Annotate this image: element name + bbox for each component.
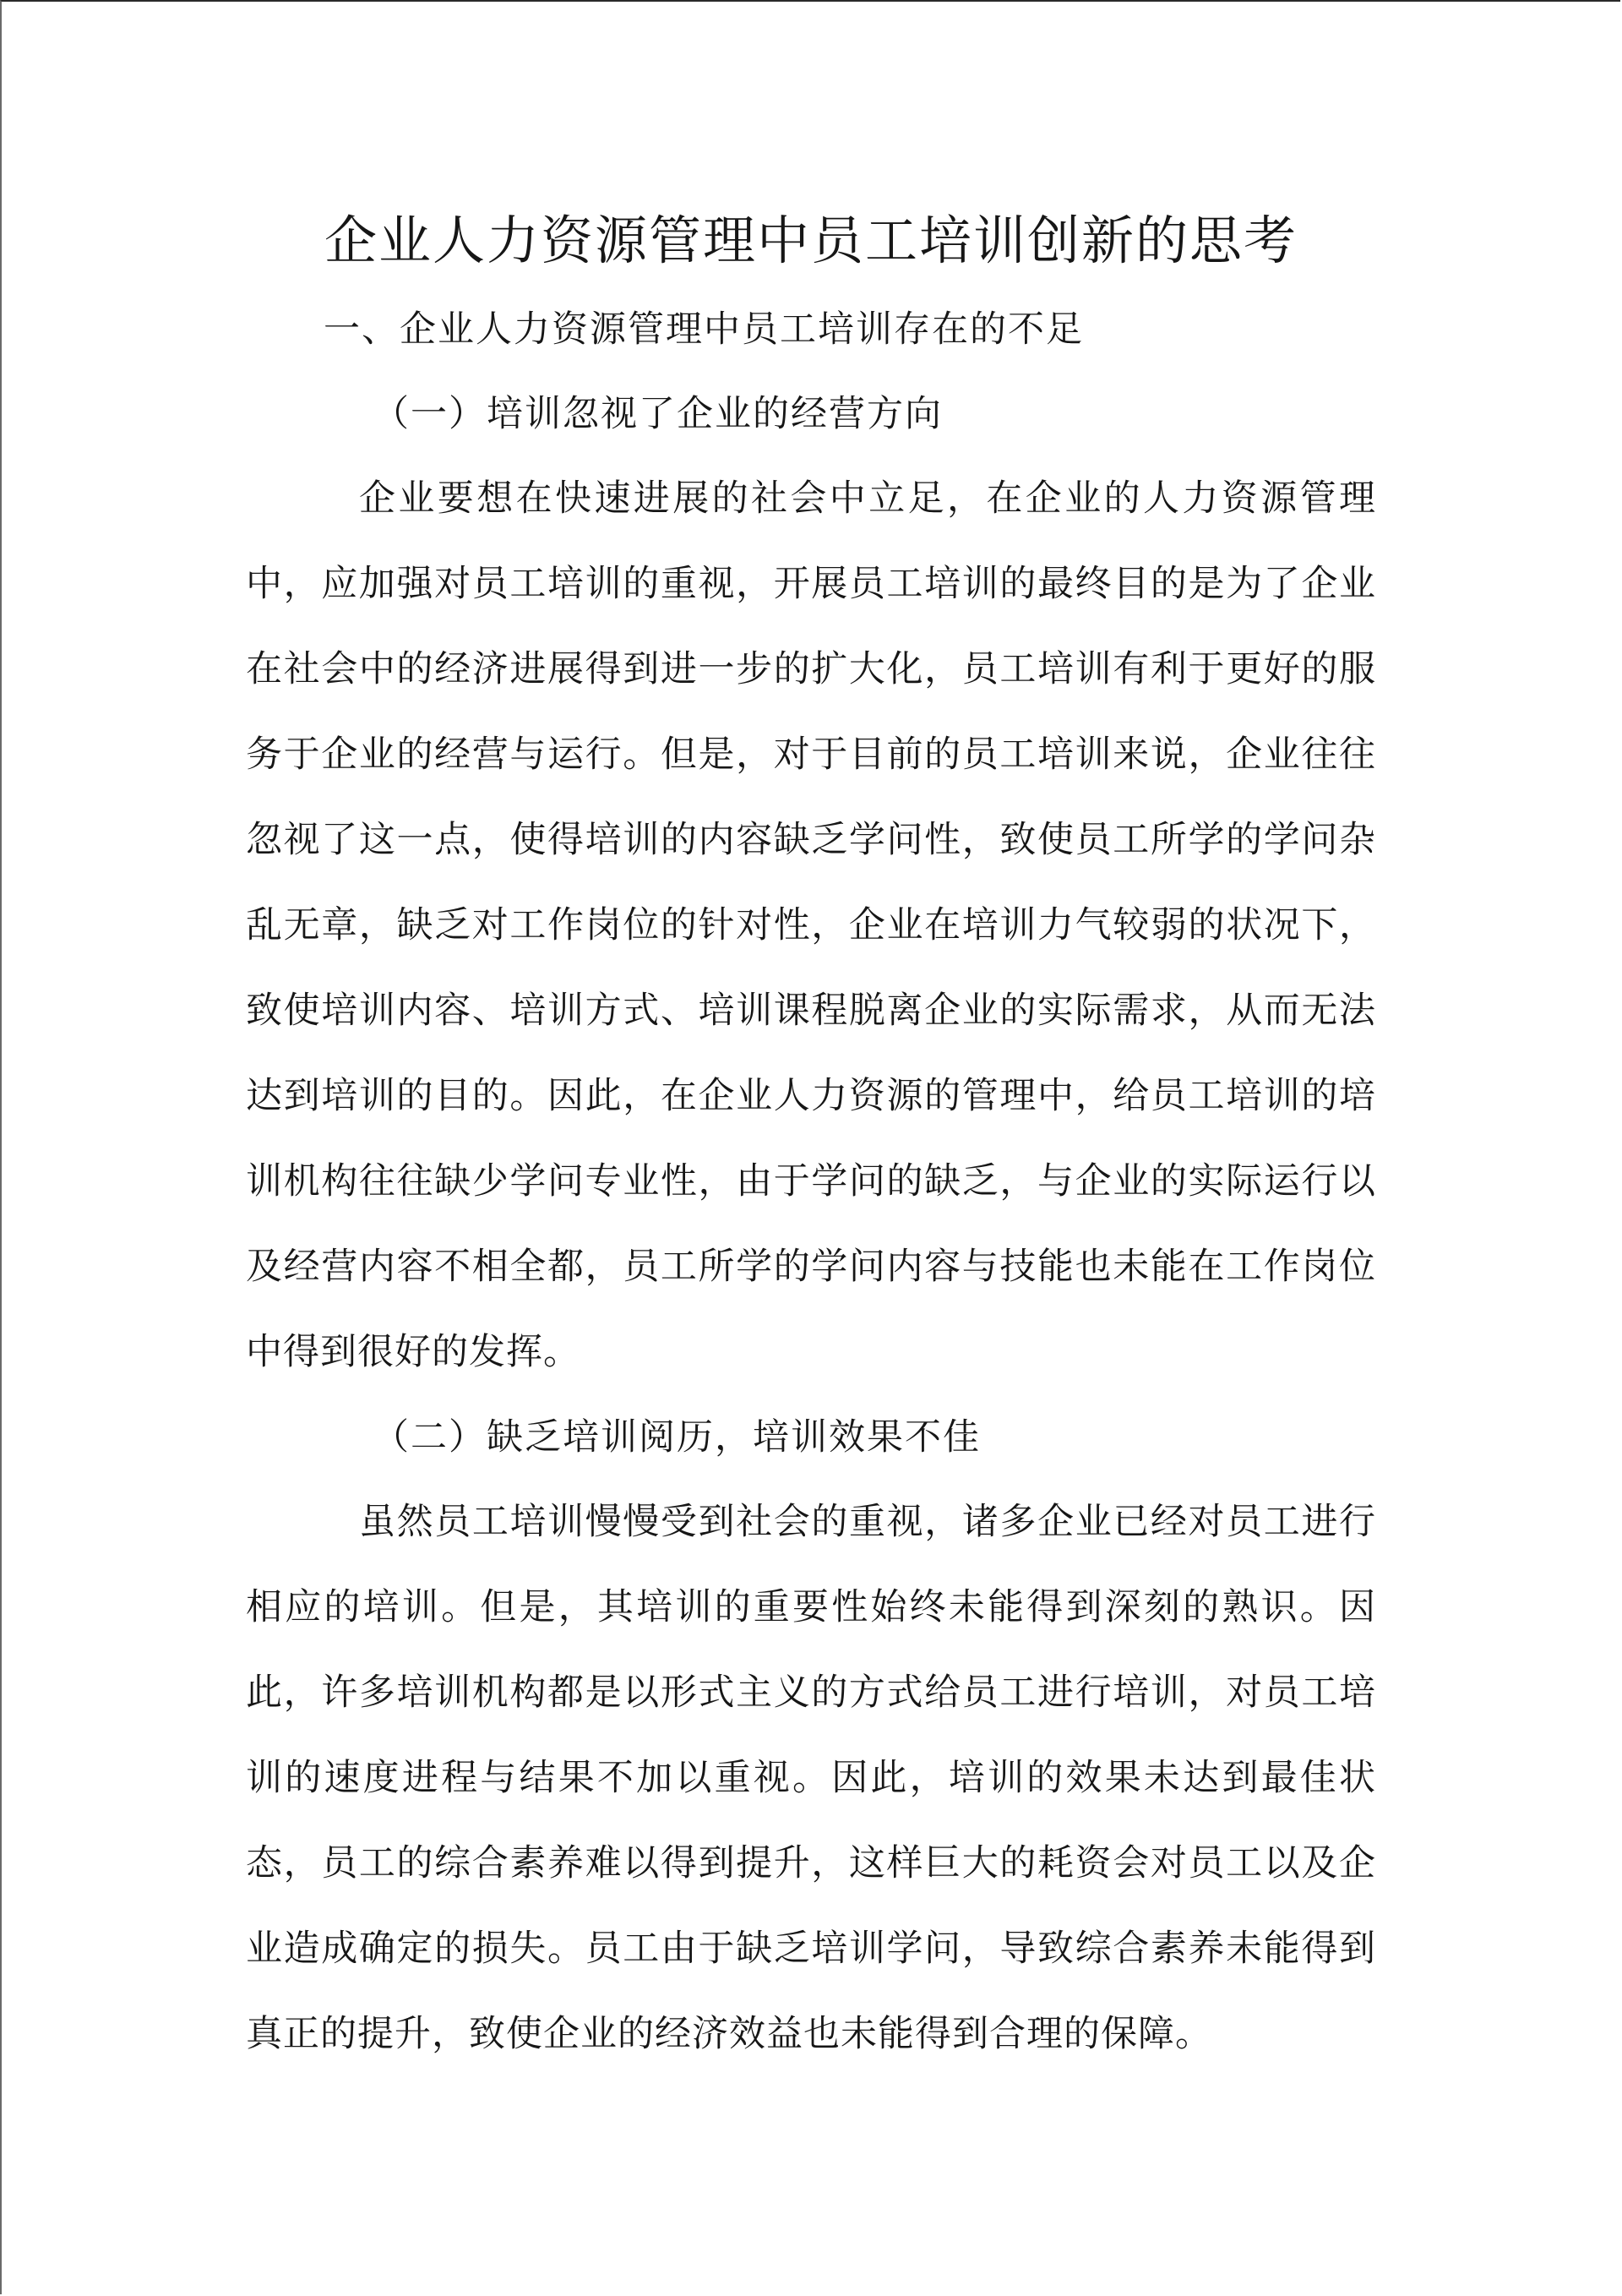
paragraph-2: 虽然员工培训慢慢受到社会的重视，诸多企业已经对员工进行相应的培训。但是，其培训的重要性始终未能得到深刻的熟识。因此，许多培训机构都是以形式主义的方式给员工进行培训，对员工培训的速度进程与结果不加以重视。因此，培训的效果未达到最佳状态，员工的综合素养难以得到提升，这样巨大的耗资会对员工以及企业造成确定的损失。员工由于缺乏培训学问，导致综合素养未能得到真正的提升，致使企业的经济效益也未能得到合理的保障。: [246, 1501, 1376, 2055]
section-heading-1: 一、企业人力资源管理中员工培训存在的不足: [324, 308, 1084, 351]
subsection-heading-2: （二）缺乏培训阅历，培训效果不佳: [373, 1416, 981, 1459]
document-body: [246, 194, 1376, 2077]
document-title: 企业人力资源管理中员工培训创新的思考: [324, 210, 1298, 271]
paragraph-1: 企业要想在快速进展的社会中立足，在企业的人力资源管理中，应加强对员工培训的重视，开展员工培训的最终目的是为了企业在社会中的经济进展得到进一步的扩大化，员工培训有利于更好的服务于企业的经营与运行。但是，对于目前的员工培训来说，企业往往忽视了这一点，使得培训的内容缺乏学问性，致使员工所学的学问杂乱无章，缺乏对工作岗位的针对性，企业在培训力气较弱的状况下，致使培训内容、培训方式、培训课程脱离企业的实际需求，从而无法达到培训的目的。因此，在企业人力资源的管理中，给员工培训的培训机构往往缺少学问专业性，由于学问的缺乏，与企业的实际运行以及经营内容不相全都，员工所学的学问内容与技能也未能在工作岗位中得到很好的发挥。: [246, 477, 1376, 1373]
subsection-heading-1: （一）培训忽视了企业的经营方向: [373, 393, 943, 435]
